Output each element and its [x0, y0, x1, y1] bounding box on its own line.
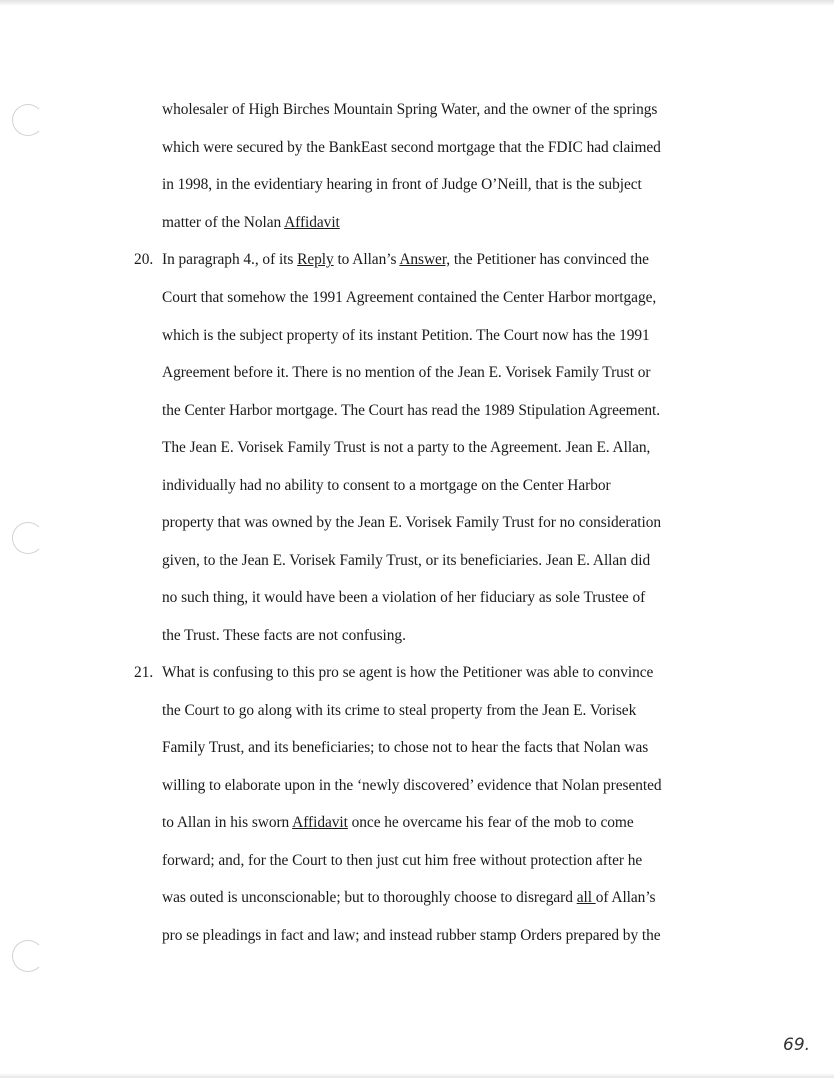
text-run: was outed is unconscionable; but to thoroughly choose to disregard	[162, 889, 577, 906]
text-run: to Allan’s	[333, 251, 400, 268]
text-line: the Court to go along with its crime to steal property from the Jean E. Vorisek	[162, 702, 637, 719]
scan-edge-top	[0, 0, 834, 6]
underlined-term: Affidavit	[284, 214, 340, 231]
text-line	[162, 888, 656, 908]
text-run: the Petitioner has convinced the	[450, 251, 649, 268]
text-line: Court that somehow the 1991 Agreement contained the Center Harbor mortgage,	[162, 289, 657, 306]
underlined-term: Affidavit	[292, 814, 348, 831]
underlined-term: all	[576, 889, 596, 906]
text-line: individually had no ability to consent to a mortgage on the Center Harbor	[162, 477, 611, 494]
text-line: pro se pleadings in fact and law; and instead rubber stamp Orders prepared by the	[162, 927, 661, 944]
text-line: Agreement before it. There is no mention of the Jean E. Vorisek Family Trust or	[162, 364, 651, 381]
text-line	[162, 813, 634, 833]
text-line: in 1998, in the evidentiary hearing in front of Judge O’Neill, that is the subject	[162, 176, 642, 193]
page-number: 69.	[783, 1035, 811, 1055]
text-line: given, to the Jean E. Vorisek Family Trust, or its beneficiaries. Jean E. Allan did	[162, 552, 651, 569]
text-line	[162, 213, 340, 233]
text-run: once he overcame his fear of the mob to come	[347, 814, 634, 831]
text-line: property that was owned by the Jean E. Vorisek Family Trust for no consideration	[162, 514, 661, 531]
text-run: In paragraph 4., of its	[162, 251, 298, 268]
text-run: matter of the Nolan	[162, 214, 285, 231]
text-line: which is the subject property of its instant Petition. The Court now has the 1991	[162, 327, 650, 344]
text-run: to Allan in his sworn	[162, 814, 293, 831]
text-line	[162, 250, 649, 270]
text-line: the Center Harbor mortgage. The Court has read the 1989 Stipulation Agreement.	[162, 402, 661, 419]
text-line: willing to elaborate upon in the ‘newly discovered’ evidence that Nolan presented	[162, 777, 662, 794]
paragraph-number: 20.	[134, 251, 154, 268]
punch-hole-mark	[12, 104, 44, 136]
underlined-term: Reply	[297, 251, 334, 268]
text-line: which were secured by the BankEast second mortgage that the FDIC had claimed	[162, 139, 661, 156]
text-line: the Trust. These facts are not confusing.	[162, 627, 406, 644]
punch-hole-mark	[12, 940, 44, 972]
text-line: forward; and, for the Court to then just cut him free without protection after he	[162, 852, 643, 869]
punch-hole-mark	[12, 522, 44, 554]
text-line: What is confusing to this pro se agent is how the Petitioner was able to convince	[162, 664, 654, 681]
text-line: The Jean E. Vorisek Family Trust is not a party to the Agreement. Jean E. Allan,	[162, 439, 651, 456]
paragraph-number: 21.	[134, 664, 154, 681]
underlined-term: Answer,	[399, 251, 451, 268]
text-line: wholesaler of High Birches Mountain Spring Water, and the owner of the springs	[162, 101, 658, 118]
text-line: Family Trust, and its beneficiaries; to chose not to hear the facts that Nolan was	[162, 739, 649, 756]
text-line: no such thing, it would have been a violation of her fiduciary as sole Trustee of	[162, 589, 646, 606]
text-run: of Allan’s	[595, 889, 656, 906]
scan-edge-bottom	[0, 1073, 834, 1078]
